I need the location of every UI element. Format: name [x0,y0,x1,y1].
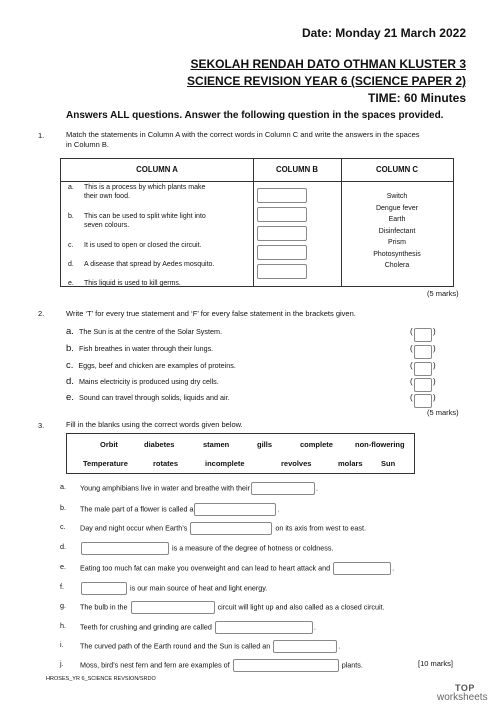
q3-instruction: Fill in the blanks using the correct words given below. [66,420,243,429]
worksheets-logo-bottom: worksheets [437,692,488,703]
word-bank-item: incomplete [205,459,245,468]
word-bank-item: non-flowering [355,440,405,449]
paper-title: SCIENCE REVISION YEAR 6 (SCIENCE PAPER 2) [187,74,466,88]
q2-bracket-d: ( ) [410,378,435,390]
time-limit: TIME: 60 Minutes [367,91,466,105]
word-bank-item: molars [338,459,363,468]
q1-row-c: c. It is used to open or closed the circuit. [68,242,202,249]
q2-bracket-c: ( ) [410,362,435,374]
word-bank-item: diabetes [144,440,175,449]
q3-blank-h[interactable] [215,621,313,634]
q2-answer-box-e[interactable] [414,394,432,408]
date-heading: Date: Monday 21 March 2022 [301,26,466,40]
q1-row-b: b. This can be used to split white light into seven colours. [68,213,206,229]
q1-answer-box-e[interactable] [257,264,307,279]
q2-item-a: a. The Sun is at the centre of the Solar System. [66,326,222,337]
column-c-word: Photosynthesis [373,250,421,258]
q2-bracket-a: ( ) [410,328,435,340]
word-bank-item: Sun [381,459,396,468]
word-bank-item: complete [300,440,333,449]
q2-bracket-b: ( ) [410,345,435,357]
q1-row-a: a. This is a process by which plants make their own food. [68,184,206,200]
q1-answer-box-c[interactable] [257,226,307,241]
q3-blank-i[interactable] [273,640,337,653]
q3-number: 3. [38,421,45,430]
word-bank-item: Orbit [100,440,118,449]
q1-instruction-line2: in Column B. [66,140,109,149]
q2-number: 2. [38,309,45,318]
word-bank-item: Temperature [83,459,128,468]
q1-number: 1. [38,131,45,140]
word-bank-item: revolves [281,459,312,468]
q2-item-c: c. Eggs, beef and chicken are examples of proteins. [66,360,236,371]
q3-marks: [10 marks] [418,659,454,668]
word-bank-item: rotates [153,459,179,468]
q3-word-bank [66,433,415,474]
q1-answer-box-a[interactable] [257,188,307,203]
q1-answer-box-d[interactable] [257,245,307,260]
column-c-word-list [341,191,453,272]
column-c-word: Cholera [384,262,410,269]
q2-answer-box-c[interactable] [414,362,432,376]
column-c-word: Dengue fever [375,204,419,212]
q2-answer-box-a[interactable] [414,328,432,342]
column-c-header: COLUMN C [375,165,418,174]
q1-row-e: e. This liquid is used to kill germs. [68,280,181,287]
q2-marks: (5 marks) [427,408,459,417]
q1-marks: (5 marks) [427,289,459,298]
q2-answer-box-b[interactable] [414,345,432,359]
column-a-header: COLUMN A [136,165,178,174]
column-c-word: Switch [386,193,408,200]
school-name: SEKOLAH RENDAH DATO OTHMAN KLUSTER 3 [190,57,466,71]
general-instruction: Answers ALL questions. Answer the following question in the spaces provided. [66,110,444,121]
q2-answer-box-d[interactable] [414,378,432,392]
q1-row-d: d. A disease that spread by Aedes mosquito. [68,261,215,268]
q1-answer-box-b[interactable] [257,207,307,222]
q3-blank-d[interactable] [81,542,169,555]
column-c-word: Disinfectant [378,227,416,235]
footer-code: HROSES_YR 6_SCIENCE REVSION/SRDO [46,676,156,682]
q1-match-table [60,158,454,287]
column-c-word: Prism [388,239,406,246]
q2-bracket-e: ( ) [410,394,435,406]
q3-blank-e[interactable] [333,562,391,575]
worksheets-logo-top: TOP [455,683,475,693]
q3-blank-j[interactable] [233,659,339,672]
q2-item-e: e. Sound can travel through solids, liquids and air. [66,392,230,403]
q2-instruction: Write ‘T’ for every true statement and ‘F’ for every false statement in the brackets given. [66,309,356,318]
q3-blank-f[interactable] [81,582,127,595]
header-divider [61,181,453,182]
column-b-header: COLUMN B [275,165,318,174]
q2-item-d: d. Mains electricity is produced using dry cells. [66,376,219,387]
q3-blank-c[interactable] [190,522,272,535]
q1-instruction [66,130,420,150]
word-bank-item: gills [257,440,273,449]
word-bank-item: stamen [203,440,230,449]
q3-blank-b[interactable] [194,503,276,516]
q3-blank-g[interactable] [131,601,215,614]
column-c-word: Earth [388,216,406,223]
q2-item-b: b. Fish breathes in water through their lungs. [66,343,214,354]
q1-instruction-line1: Match the statements in Column A with the correct words in Column C and write the answers in the spaces [66,130,420,139]
q3-blank-a[interactable] [251,482,315,495]
